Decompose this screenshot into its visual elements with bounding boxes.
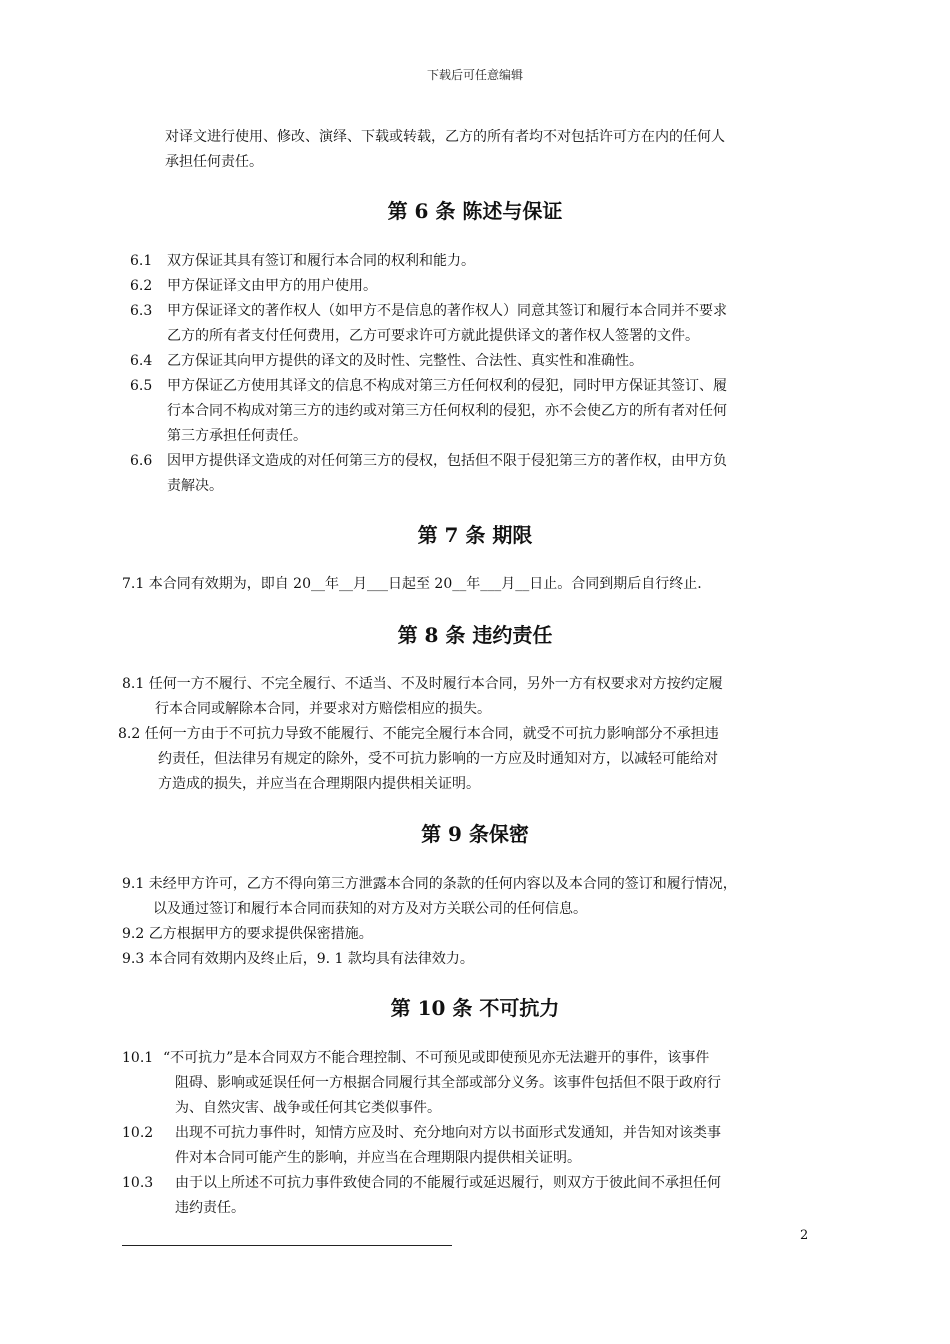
clause-10-2-line-1: 出现不可抗力事件时，知情方应及时、充分地向对方以书面形式发通知，并告知对该类事 (175, 1125, 721, 1141)
clause-9-1-line-1: 9.1 未经甲方许可，乙方不得向第三方泄露本合同的条款的任何内容以及本合同的签订和履行情况， (122, 876, 737, 892)
clause-10-3-line-2: 违约责任。 (175, 1200, 245, 1216)
section-10-title: 第 10 条 不可抗力 (390, 996, 560, 1020)
intro-line-1: 对译文进行使用、修改、演绎、下载或转载，乙方的所有者均不对包括许可方在内的任何人 (165, 129, 725, 145)
clause-10-1-number: 10.1 (122, 1050, 154, 1066)
section-6-title: 第 6 条 陈述与保证 (387, 199, 563, 223)
clause-6-5-number: 6.5 (130, 378, 153, 394)
clause-10-3-number: 10.3 (122, 1175, 154, 1191)
section-9-title: 第 9 条保密 (421, 822, 529, 846)
section-8-title: 第 8 条 违约责任 (397, 623, 553, 647)
clause-10-3-line-1: 由于以上所述不可抗力事件致使合同的不能履行或延迟履行，则双方于彼此间不承担任何 (175, 1175, 721, 1191)
clause-9-1-line-2: 以及通过签订和履行本合同而获知的对方及对方关联公司的任何信息。 (153, 901, 587, 917)
page-number: 2 (800, 1228, 809, 1243)
page-header: 下载后可任意编辑 (426, 68, 523, 82)
clause-10-1-line-1: “不可抗力”是本合同双方不能合理控制、不可预见或即使预见亦无法避开的事件，该事件 (163, 1050, 710, 1066)
clause-8-1-line-1: 8.1 任何一方不履行、不完全履行、不适当、不及时履行本合同，另外一方有权要求对方按约定履 (122, 676, 723, 692)
clause-6-2-number: 6.2 (130, 278, 153, 294)
clause-6-4-text: 乙方保证其向甲方提供的译文的及时性、完整性、合法性、真实性和准确性。 (167, 353, 643, 369)
clause-8-2-line-1: 8.2 任何一方由于不可抗力导致不能履行、不能完全履行本合同，就受不可抗力影响部分不承担违 (118, 726, 719, 742)
intro-line-2: 承担任何责任。 (165, 154, 263, 170)
clause-8-2-line-2: 约责任，但法律另有规定的除外，受不可抗力影响的一方应及时通知对方，以减轻可能给对 (158, 751, 718, 767)
clause-10-2-line-2: 件对本合同可能产生的影响，并应当在合理期限内提供相关证明。 (175, 1150, 581, 1166)
clause-6-6-line-1: 因甲方提供译文造成的对任何第三方的侵权，包括但不限于侵犯第三方的著作权，由甲方负 (167, 453, 727, 469)
clause-6-3-number: 6.3 (130, 303, 153, 319)
section-7-title: 第 7 条 期限 (417, 523, 533, 547)
clause-8-1-line-2: 行本合同或解除本合同，并要求对方赔偿相应的损失。 (155, 701, 491, 717)
clause-6-1-number: 6.1 (130, 253, 153, 269)
clause-10-2-number: 10.2 (122, 1125, 154, 1141)
clause-8-2-line-3: 方造成的损失，并应当在合理期限内提供相关证明。 (158, 776, 480, 792)
clause-10-1-line-3: 为、自然灾害、战争或任何其它类似事件。 (175, 1100, 441, 1116)
clause-6-5-line-1: 甲方保证乙方使用其译文的信息不构成对第三方任何权利的侵犯，同时甲方保证其签订、履 (167, 378, 727, 394)
clause-6-6-line-2: 责解决。 (167, 478, 223, 494)
clause-6-4-number: 6.4 (130, 353, 153, 369)
clause-6-2-text: 甲方保证译文由甲方的用户使用。 (167, 278, 377, 294)
clause-6-5-line-3: 第三方承担任何责任。 (167, 428, 307, 444)
clause-9-3: 9.3 本合同有效期内及终止后，9. 1 款均具有法律效力。 (122, 951, 474, 967)
clause-10-1-line-2: 阻碍、影响或延误任何一方根据合同履行其全部或部分义务。该事件包括但不限于政府行 (175, 1075, 721, 1091)
clause-6-3-line-2: 乙方的所有者支付任何费用，乙方可要求许可方就此提供译文的著作权人签署的文件。 (167, 328, 699, 344)
clause-6-1-text: 双方保证其具有签订和履行本合同的权利和能力。 (167, 253, 475, 269)
clause-6-5-line-2: 行本合同不构成对第三方的违约或对第三方任何权利的侵犯，亦不会使乙方的所有者对任何 (167, 403, 727, 419)
clause-9-2: 9.2 乙方根据甲方的要求提供保密措施。 (122, 926, 373, 942)
clause-6-3-line-1: 甲方保证译文的著作权人（如甲方不是信息的著作权人）同意其签订和履行本合同并不要求 (167, 303, 727, 319)
clause-7-1: 7.1 本合同有效期为，即自 20__年__月___日起至 20__年___月__日止。合同到期后自行终止. (122, 576, 702, 592)
clause-6-6-number: 6.6 (130, 453, 153, 469)
footer-divider (122, 1245, 452, 1246)
